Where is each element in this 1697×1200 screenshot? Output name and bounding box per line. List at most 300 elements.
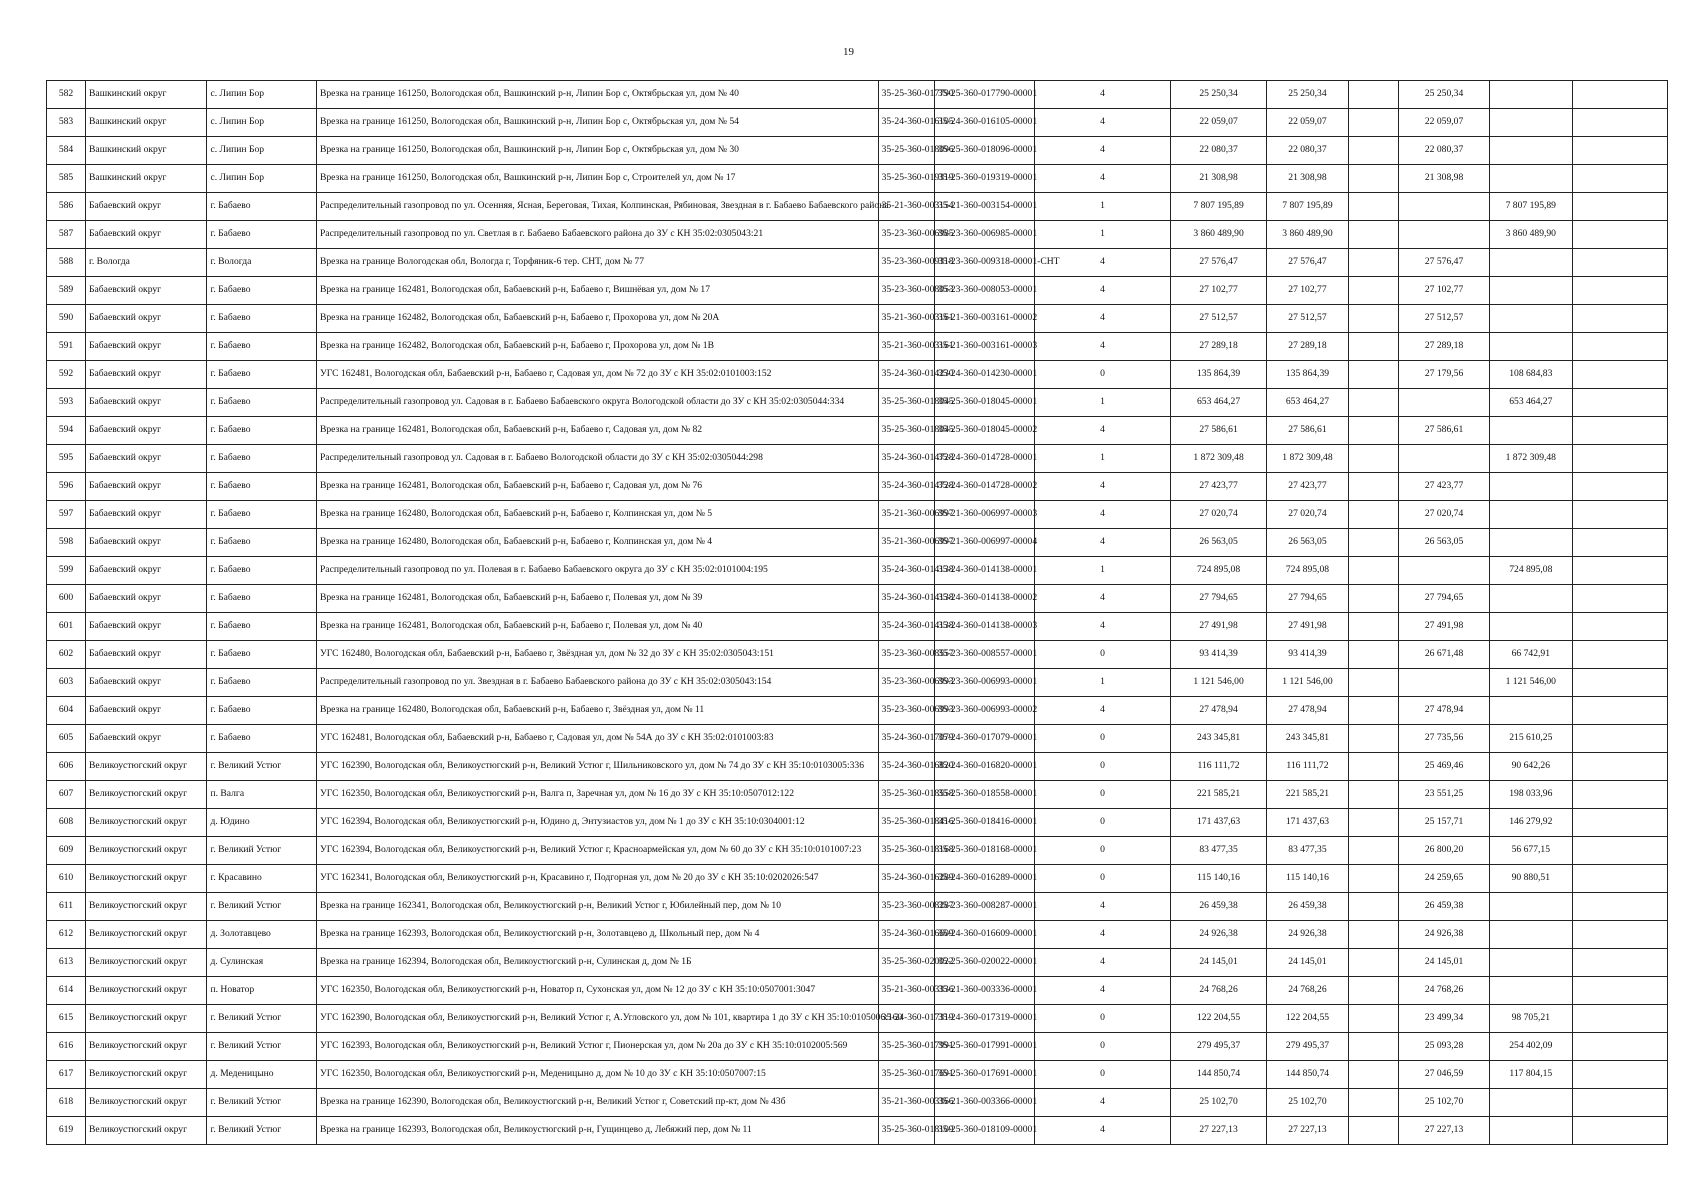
object-id-cell: 35-24-360-016105-00001 (935, 109, 1035, 137)
object-address-cell: Врезка на границе 162481, Вологодская обл, Бабаевский р-н, Бабаево г, Садовая ул, дом № 76 (316, 473, 878, 501)
row-number-cell: 582 (47, 81, 86, 109)
cost-extra-cell (1349, 501, 1399, 529)
cost-total-cell: 27 491,98 (1171, 613, 1266, 641)
cost-other-cell (1572, 445, 1668, 473)
settlement-cell: г. Бабаево (207, 501, 317, 529)
table-row (47, 837, 1668, 865)
cost-network-cell (1490, 501, 1572, 529)
cost-total-cell: 27 227,13 (1171, 1117, 1266, 1145)
cost-extra-cell (1349, 641, 1399, 669)
table-row (47, 977, 1668, 1005)
category-cell: 0 (1034, 753, 1171, 781)
object-address-cell: Распределительный газопровод ул. Садовая в г. Бабаево Бабаевского округа Вологодской области до ЗУ с КН 35:02:0305044:334 (316, 389, 878, 417)
cost-extra-cell (1349, 1061, 1399, 1089)
cost-network-cell: 66 742,91 (1490, 641, 1572, 669)
cost-other-cell (1572, 977, 1668, 1005)
cost-financed-cell: 27 227,13 (1266, 1117, 1348, 1145)
row-number-cell: 606 (47, 753, 86, 781)
cost-other-cell (1572, 501, 1668, 529)
district-cell: Вашкинский округ (86, 109, 207, 137)
object-id-cell: 35-25-360-020022-00001 (935, 949, 1035, 977)
cost-financed-cell: 279 495,37 (1266, 1033, 1348, 1061)
cost-total-cell: 122 204,55 (1171, 1005, 1266, 1033)
object-address-cell: Врезка на границе 162341, Вологодская обл, Великоустюгский р-н, Великий Устюг г, Юбилейный пер, дом № 10 (316, 893, 878, 921)
object-address-cell: УГС 162394, Вологодская обл, Великоустюгский р-н, Юдино д, Энтузиастов ул, дом № 1 до ЗУ с КН 35:10:0304001:12 (316, 809, 878, 837)
row-number-cell: 602 (47, 641, 86, 669)
settlement-cell: г. Бабаево (207, 557, 317, 585)
district-cell: Вашкинский округ (86, 81, 207, 109)
cost-other-cell (1572, 753, 1668, 781)
table-row (47, 333, 1668, 361)
cadastral-block-cell: 35-21-360-003154 (878, 193, 934, 221)
cost-other-cell (1572, 81, 1668, 109)
category-cell: 0 (1034, 809, 1171, 837)
cost-extra-cell (1349, 305, 1399, 333)
table-row (47, 781, 1668, 809)
object-address-cell: Врезка на границе 161250, Вологодская обл, Вашкинский р-н, Липин Бор с, Октябрьская ул, дом № 40 (316, 81, 878, 109)
cadastral-block-cell: 35-25-360-018558 (878, 781, 934, 809)
object-id-cell: 35-23-360-006993-00001 (935, 669, 1035, 697)
category-cell: 0 (1034, 837, 1171, 865)
district-cell: Великоустюгский округ (86, 977, 207, 1005)
cost-other-cell (1572, 697, 1668, 725)
object-address-cell: Врезка на границе 162482, Вологодская обл, Бабаевский р-н, Бабаево г, Прохорова ул, дом № 1В (316, 333, 878, 361)
row-number-cell: 614 (47, 977, 86, 1005)
district-cell: Бабаевский округ (86, 641, 207, 669)
table-row (47, 669, 1668, 697)
cost-other-cell (1572, 725, 1668, 753)
cost-network-cell (1490, 277, 1572, 305)
cost-network-cell (1490, 529, 1572, 557)
district-cell: Бабаевский округ (86, 361, 207, 389)
cadastral-block-cell: 35-23-360-006993 (878, 697, 934, 725)
table-row (47, 557, 1668, 585)
district-cell: Бабаевский округ (86, 473, 207, 501)
table-row (47, 165, 1668, 193)
district-cell: Вашкинский округ (86, 165, 207, 193)
table-row (47, 1061, 1668, 1089)
cost-connection-cell: 27 423,77 (1399, 473, 1490, 501)
object-id-cell: 35-25-360-018096-00001 (935, 137, 1035, 165)
cost-connection-cell (1399, 221, 1490, 249)
row-number-cell: 589 (47, 277, 86, 305)
object-address-cell: УГС 162350, Вологодская обл, Великоустюгский р-н, Новатор п, Сухонская ул, дом № 12 до ЗУ с КН 35:10:0507001:3047 (316, 977, 878, 1005)
cadastral-block-cell: 35-24-360-016105 (878, 109, 934, 137)
cost-financed-cell: 116 111,72 (1266, 753, 1348, 781)
table-row (47, 1117, 1668, 1145)
table-row (47, 865, 1668, 893)
row-number-cell: 586 (47, 193, 86, 221)
cost-total-cell: 27 576,47 (1171, 249, 1266, 277)
cadastral-block-cell: 35-24-360-014728 (878, 473, 934, 501)
cadastral-block-cell: 35-24-360-014230 (878, 361, 934, 389)
object-id-cell: 35-25-360-018558-00001 (935, 781, 1035, 809)
district-cell: Бабаевский округ (86, 193, 207, 221)
cost-network-cell: 98 705,21 (1490, 1005, 1572, 1033)
object-address-cell: УГС 162350, Вологодская обл, Великоустюгский р-н, Меденицыно д, дом № 10 до ЗУ с КН 35:10:0507007:15 (316, 1061, 878, 1089)
category-cell: 1 (1034, 557, 1171, 585)
cadastral-block-cell: 35-25-360-018109 (878, 1117, 934, 1145)
object-id-cell: 35-24-360-016820-00001 (935, 753, 1035, 781)
cost-other-cell (1572, 473, 1668, 501)
row-number-cell: 607 (47, 781, 86, 809)
settlement-cell: г. Бабаево (207, 193, 317, 221)
cost-network-cell (1490, 1089, 1572, 1117)
cost-financed-cell: 22 080,37 (1266, 137, 1348, 165)
object-address-cell: Врезка на границе 161250, Вологодская обл, Вашкинский р-н, Липин Бор с, Октябрьская ул, дом № 54 (316, 109, 878, 137)
cost-network-cell: 215 610,25 (1490, 725, 1572, 753)
district-cell: Бабаевский округ (86, 613, 207, 641)
cost-extra-cell (1349, 445, 1399, 473)
settlement-cell: г. Бабаево (207, 473, 317, 501)
settlement-cell: д. Золотавцево (207, 921, 317, 949)
row-number-cell: 618 (47, 1089, 86, 1117)
object-id-cell: 35-23-360-008287-00001 (935, 893, 1035, 921)
row-number-cell: 585 (47, 165, 86, 193)
cost-extra-cell (1349, 949, 1399, 977)
cost-extra-cell (1349, 557, 1399, 585)
row-number-cell: 598 (47, 529, 86, 557)
cost-total-cell: 171 437,63 (1171, 809, 1266, 837)
object-address-cell: Врезка на границе 162393, Вологодская обл, Великоустюгский р-н, Золотавцево д, Школьный пер, дом № 4 (316, 921, 878, 949)
district-cell: Бабаевский округ (86, 697, 207, 725)
row-number-cell: 597 (47, 501, 86, 529)
cost-connection-cell: 27 289,18 (1399, 333, 1490, 361)
table-row (47, 949, 1668, 977)
object-id-cell: 35-25-360-018168-00001 (935, 837, 1035, 865)
cost-total-cell: 26 563,05 (1171, 529, 1266, 557)
cost-extra-cell (1349, 837, 1399, 865)
category-cell: 0 (1034, 641, 1171, 669)
cost-other-cell (1572, 109, 1668, 137)
cost-total-cell: 27 478,94 (1171, 697, 1266, 725)
cadastral-block-cell: 35-24-360-017079 (878, 725, 934, 753)
district-cell: Бабаевский округ (86, 725, 207, 753)
cost-connection-cell: 27 735,56 (1399, 725, 1490, 753)
settlement-cell: г. Великий Устюг (207, 753, 317, 781)
cost-total-cell: 24 926,38 (1171, 921, 1266, 949)
cost-total-cell: 724 895,08 (1171, 557, 1266, 585)
district-cell: Великоустюгский округ (86, 1033, 207, 1061)
table-row (47, 277, 1668, 305)
category-cell: 4 (1034, 249, 1171, 277)
object-address-cell: УГС 162350, Вологодская обл, Великоустюгский р-н, Валга п, Заречная ул, дом № 16 до ЗУ с КН 35:10:0507012:122 (316, 781, 878, 809)
object-address-cell: УГС 162394, Вологодская обл, Великоустюгский р-н, Великий Устюг г, Красноармейская ул, дом № 60 до ЗУ с КН 35:10:0101007:23 (316, 837, 878, 865)
cost-financed-cell: 93 414,39 (1266, 641, 1348, 669)
category-cell: 1 (1034, 669, 1171, 697)
table-row (47, 361, 1668, 389)
cost-total-cell: 22 059,07 (1171, 109, 1266, 137)
row-number-cell: 615 (47, 1005, 86, 1033)
cost-total-cell: 115 140,16 (1171, 865, 1266, 893)
cadastral-block-cell: 35-25-360-017790 (878, 81, 934, 109)
cost-financed-cell: 3 860 489,90 (1266, 221, 1348, 249)
cost-network-cell (1490, 249, 1572, 277)
object-address-cell: Врезка на границе 162390, Вологодская обл, Великоустюгский р-н, Великий Устюг г, Советский пр-кт, дом № 43б (316, 1089, 878, 1117)
cost-network-cell (1490, 949, 1572, 977)
category-cell: 4 (1034, 977, 1171, 1005)
cost-total-cell: 243 345,81 (1171, 725, 1266, 753)
object-address-cell: Врезка на границе 161250, Вологодская обл, Вашкинский р-н, Липин Бор с, Строителей ул, дом № 17 (316, 165, 878, 193)
cost-extra-cell (1349, 193, 1399, 221)
cost-extra-cell (1349, 977, 1399, 1005)
object-id-cell: 35-21-360-003366-00001 (935, 1089, 1035, 1117)
cost-network-cell: 90 642,26 (1490, 753, 1572, 781)
category-cell: 4 (1034, 949, 1171, 977)
category-cell: 1 (1034, 193, 1171, 221)
cost-total-cell: 24 145,01 (1171, 949, 1266, 977)
cadastral-block-cell: 35-24-360-016609 (878, 921, 934, 949)
settlement-cell: г. Великий Устюг (207, 1117, 317, 1145)
object-address-cell: Распределительный газопровод по ул. Звездная в г. Бабаево Бабаевского района до ЗУ с КН 35:02:0305043:154 (316, 669, 878, 697)
category-cell: 0 (1034, 865, 1171, 893)
cadastral-block-cell: 35-21-360-003161 (878, 305, 934, 333)
table-row (47, 641, 1668, 669)
cost-connection-cell: 25 157,71 (1399, 809, 1490, 837)
cost-extra-cell (1349, 81, 1399, 109)
row-number-cell: 619 (47, 1117, 86, 1145)
cost-other-cell (1572, 529, 1668, 557)
category-cell: 4 (1034, 305, 1171, 333)
object-id-cell: 35-24-360-014728-00002 (935, 473, 1035, 501)
table-row (47, 725, 1668, 753)
cost-extra-cell (1349, 725, 1399, 753)
table-row (47, 109, 1668, 137)
cost-total-cell: 83 477,35 (1171, 837, 1266, 865)
cost-financed-cell: 724 895,08 (1266, 557, 1348, 585)
table-row (47, 137, 1668, 165)
table-row (47, 389, 1668, 417)
row-number-cell: 595 (47, 445, 86, 473)
category-cell: 0 (1034, 1061, 1171, 1089)
cost-extra-cell (1349, 389, 1399, 417)
table-row (47, 473, 1668, 501)
cadastral-block-cell: 35-25-360-020022 (878, 949, 934, 977)
district-cell: Бабаевский округ (86, 501, 207, 529)
cost-network-cell: 724 895,08 (1490, 557, 1572, 585)
cost-connection-cell: 25 102,70 (1399, 1089, 1490, 1117)
object-address-cell: Распределительный газопровод по ул. Полевая в г. Бабаево Бабаевского округа до ЗУ с КН 35:02:0101004:195 (316, 557, 878, 585)
table-row (47, 585, 1668, 613)
cost-network-cell (1490, 473, 1572, 501)
object-id-cell: 35-24-360-014728-00001 (935, 445, 1035, 473)
cost-financed-cell: 27 289,18 (1266, 333, 1348, 361)
cost-extra-cell (1349, 1117, 1399, 1145)
cost-extra-cell (1349, 585, 1399, 613)
settlement-cell: г. Бабаево (207, 669, 317, 697)
cost-connection-cell (1399, 669, 1490, 697)
cost-total-cell: 279 495,37 (1171, 1033, 1266, 1061)
object-id-cell: 35-21-360-003161-00002 (935, 305, 1035, 333)
row-number-cell: 588 (47, 249, 86, 277)
cadastral-block-cell: 35-24-360-014138 (878, 613, 934, 641)
settlement-cell: г. Вологда (207, 249, 317, 277)
settlement-cell: г. Великий Устюг (207, 1089, 317, 1117)
cost-extra-cell (1349, 809, 1399, 837)
cost-financed-cell: 27 423,77 (1266, 473, 1348, 501)
cost-network-cell: 3 860 489,90 (1490, 221, 1572, 249)
table-row (47, 697, 1668, 725)
object-address-cell: УГС 162390, Вологодская обл, Великоустюгский р-н, Великий Устюг г, А.Угловского ул, дом № 101, квартира 1 до ЗУ с КН 35:10:0105006:160 (316, 1005, 878, 1033)
page-number: 19 (843, 46, 854, 58)
category-cell: 4 (1034, 417, 1171, 445)
cost-financed-cell: 27 478,94 (1266, 697, 1348, 725)
district-cell: Великоустюгский округ (86, 1061, 207, 1089)
object-id-cell: 35-23-360-008053-00001 (935, 277, 1035, 305)
district-cell: Бабаевский округ (86, 389, 207, 417)
district-cell: Великоустюгский округ (86, 809, 207, 837)
cost-financed-cell: 83 477,35 (1266, 837, 1348, 865)
cost-other-cell (1572, 669, 1668, 697)
category-cell: 0 (1034, 361, 1171, 389)
cadastral-block-cell: 35-25-360-018168 (878, 837, 934, 865)
object-address-cell: Врезка на границе 162480, Вологодская обл, Бабаевский р-н, Бабаево г, Звёздная ул, дом № 11 (316, 697, 878, 725)
cost-total-cell: 25 250,34 (1171, 81, 1266, 109)
object-id-cell: 35-21-360-006997-00004 (935, 529, 1035, 557)
table-row (47, 921, 1668, 949)
cost-total-cell: 27 512,57 (1171, 305, 1266, 333)
table-row (47, 221, 1668, 249)
category-cell: 4 (1034, 165, 1171, 193)
object-id-cell: 35-24-360-016609-00001 (935, 921, 1035, 949)
cost-network-cell: 146 279,92 (1490, 809, 1572, 837)
object-address-cell: Врезка на границе 162481, Вологодская обл, Бабаевский р-н, Бабаево г, Садовая ул, дом № 82 (316, 417, 878, 445)
settlement-cell: г. Бабаево (207, 221, 317, 249)
cost-other-cell (1572, 165, 1668, 193)
cost-extra-cell (1349, 165, 1399, 193)
category-cell: 4 (1034, 81, 1171, 109)
category-cell: 0 (1034, 1005, 1171, 1033)
table-row (47, 1033, 1668, 1061)
category-cell: 4 (1034, 109, 1171, 137)
cost-connection-cell: 22 059,07 (1399, 109, 1490, 137)
cost-financed-cell: 24 926,38 (1266, 921, 1348, 949)
cost-extra-cell (1349, 613, 1399, 641)
cost-extra-cell (1349, 921, 1399, 949)
row-number-cell: 608 (47, 809, 86, 837)
cost-financed-cell: 26 563,05 (1266, 529, 1348, 557)
cadastral-block-cell: 35-21-360-006997 (878, 501, 934, 529)
cost-total-cell: 27 794,65 (1171, 585, 1266, 613)
cost-other-cell (1572, 305, 1668, 333)
object-address-cell: УГС 162390, Вологодская обл, Великоустюгский р-н, Великий Устюг г, Шильниковского ул, дом № 74 до ЗУ с КН 35:10:0103005:336 (316, 753, 878, 781)
category-cell: 4 (1034, 697, 1171, 725)
district-cell: Бабаевский округ (86, 277, 207, 305)
cost-total-cell: 27 423,77 (1171, 473, 1266, 501)
cost-connection-cell: 24 768,26 (1399, 977, 1490, 1005)
row-number-cell: 593 (47, 389, 86, 417)
object-address-cell: Врезка на границе 162480, Вологодская обл, Бабаевский р-н, Бабаево г, Колпинская ул, дом № 4 (316, 529, 878, 557)
cost-network-cell (1490, 305, 1572, 333)
row-number-cell: 612 (47, 921, 86, 949)
cost-total-cell: 7 807 195,89 (1171, 193, 1266, 221)
cost-network-cell (1490, 417, 1572, 445)
cost-connection-cell: 27 586,61 (1399, 417, 1490, 445)
object-id-cell: 35-25-360-017691-00001 (935, 1061, 1035, 1089)
cost-extra-cell (1349, 361, 1399, 389)
cost-financed-cell: 22 059,07 (1266, 109, 1348, 137)
object-address-cell: Врезка на границе 162394, Вологодская обл, Великоустюгский р-н, Сулинская д, дом № 1Б (316, 949, 878, 977)
settlement-cell: г. Красавино (207, 865, 317, 893)
row-number-cell: 600 (47, 585, 86, 613)
cost-network-cell (1490, 1117, 1572, 1145)
cost-total-cell: 27 102,77 (1171, 277, 1266, 305)
table-row (47, 445, 1668, 473)
district-cell: Великоустюгский округ (86, 1089, 207, 1117)
cost-extra-cell (1349, 865, 1399, 893)
object-address-cell: УГС 162480, Вологодская обл, Бабаевский р-н, Бабаево г, Звёздная ул, дом № 32 до ЗУ с КН 35:02:0305043:151 (316, 641, 878, 669)
cost-other-cell (1572, 1033, 1668, 1061)
object-id-cell: 35-25-360-019319-00001 (935, 165, 1035, 193)
cost-financed-cell: 27 576,47 (1266, 249, 1348, 277)
cost-financed-cell: 135 864,39 (1266, 361, 1348, 389)
cost-extra-cell (1349, 1089, 1399, 1117)
cost-network-cell (1490, 613, 1572, 641)
object-address-cell: Врезка на границе 162393, Вологодская обл, Великоустюгский р-н, Гущинцево д, Лебяжий пер, дом № 11 (316, 1117, 878, 1145)
cost-other-cell (1572, 1117, 1668, 1145)
cost-total-cell: 93 414,39 (1171, 641, 1266, 669)
cost-other-cell (1572, 893, 1668, 921)
cost-connection-cell: 26 671,48 (1399, 641, 1490, 669)
cost-financed-cell: 24 768,26 (1266, 977, 1348, 1005)
row-number-cell: 601 (47, 613, 86, 641)
cadastral-block-cell: 35-24-360-017319 (878, 1005, 934, 1033)
cost-financed-cell: 1 121 546,00 (1266, 669, 1348, 697)
category-cell: 4 (1034, 1089, 1171, 1117)
category-cell: 4 (1034, 333, 1171, 361)
category-cell: 0 (1034, 781, 1171, 809)
cost-network-cell: 7 807 195,89 (1490, 193, 1572, 221)
cost-connection-cell: 26 459,38 (1399, 893, 1490, 921)
cost-network-cell (1490, 977, 1572, 1005)
cost-financed-cell: 7 807 195,89 (1266, 193, 1348, 221)
cost-total-cell: 144 850,74 (1171, 1061, 1266, 1089)
cadastral-block-cell: 35-23-360-009318 (878, 249, 934, 277)
cost-network-cell (1490, 921, 1572, 949)
cost-financed-cell: 25 250,34 (1266, 81, 1348, 109)
cost-financed-cell: 25 102,70 (1266, 1089, 1348, 1117)
cost-other-cell (1572, 949, 1668, 977)
table-row (47, 613, 1668, 641)
cost-financed-cell: 122 204,55 (1266, 1005, 1348, 1033)
object-address-cell: Врезка на границе 162480, Вологодская обл, Бабаевский р-н, Бабаево г, Колпинская ул, дом № 5 (316, 501, 878, 529)
cost-total-cell: 135 864,39 (1171, 361, 1266, 389)
row-number-cell: 617 (47, 1061, 86, 1089)
cost-network-cell: 117 804,15 (1490, 1061, 1572, 1089)
settlement-cell: г. Бабаево (207, 361, 317, 389)
cost-connection-cell: 27 794,65 (1399, 585, 1490, 613)
district-cell: Бабаевский округ (86, 669, 207, 697)
cost-network-cell: 254 402,09 (1490, 1033, 1572, 1061)
cost-network-cell: 1 121 546,00 (1490, 669, 1572, 697)
table-row (47, 81, 1668, 109)
category-cell: 4 (1034, 893, 1171, 921)
table-row (47, 753, 1668, 781)
object-id-cell: 35-25-360-018045-00001 (935, 389, 1035, 417)
settlement-cell: г. Бабаево (207, 529, 317, 557)
table-row (47, 417, 1668, 445)
settlement-cell: г. Бабаево (207, 333, 317, 361)
cost-connection-cell: 25 469,46 (1399, 753, 1490, 781)
cadastral-block-cell: 35-24-360-014138 (878, 585, 934, 613)
object-address-cell: Врезка на границе 162481, Вологодская обл, Бабаевский р-н, Бабаево г, Полевая ул, дом № 39 (316, 585, 878, 613)
cost-connection-cell: 27 102,77 (1399, 277, 1490, 305)
cost-total-cell: 653 464,27 (1171, 389, 1266, 417)
cost-extra-cell (1349, 417, 1399, 445)
district-cell: Великоустюгский округ (86, 921, 207, 949)
table-row (47, 1089, 1668, 1117)
cost-extra-cell (1349, 473, 1399, 501)
